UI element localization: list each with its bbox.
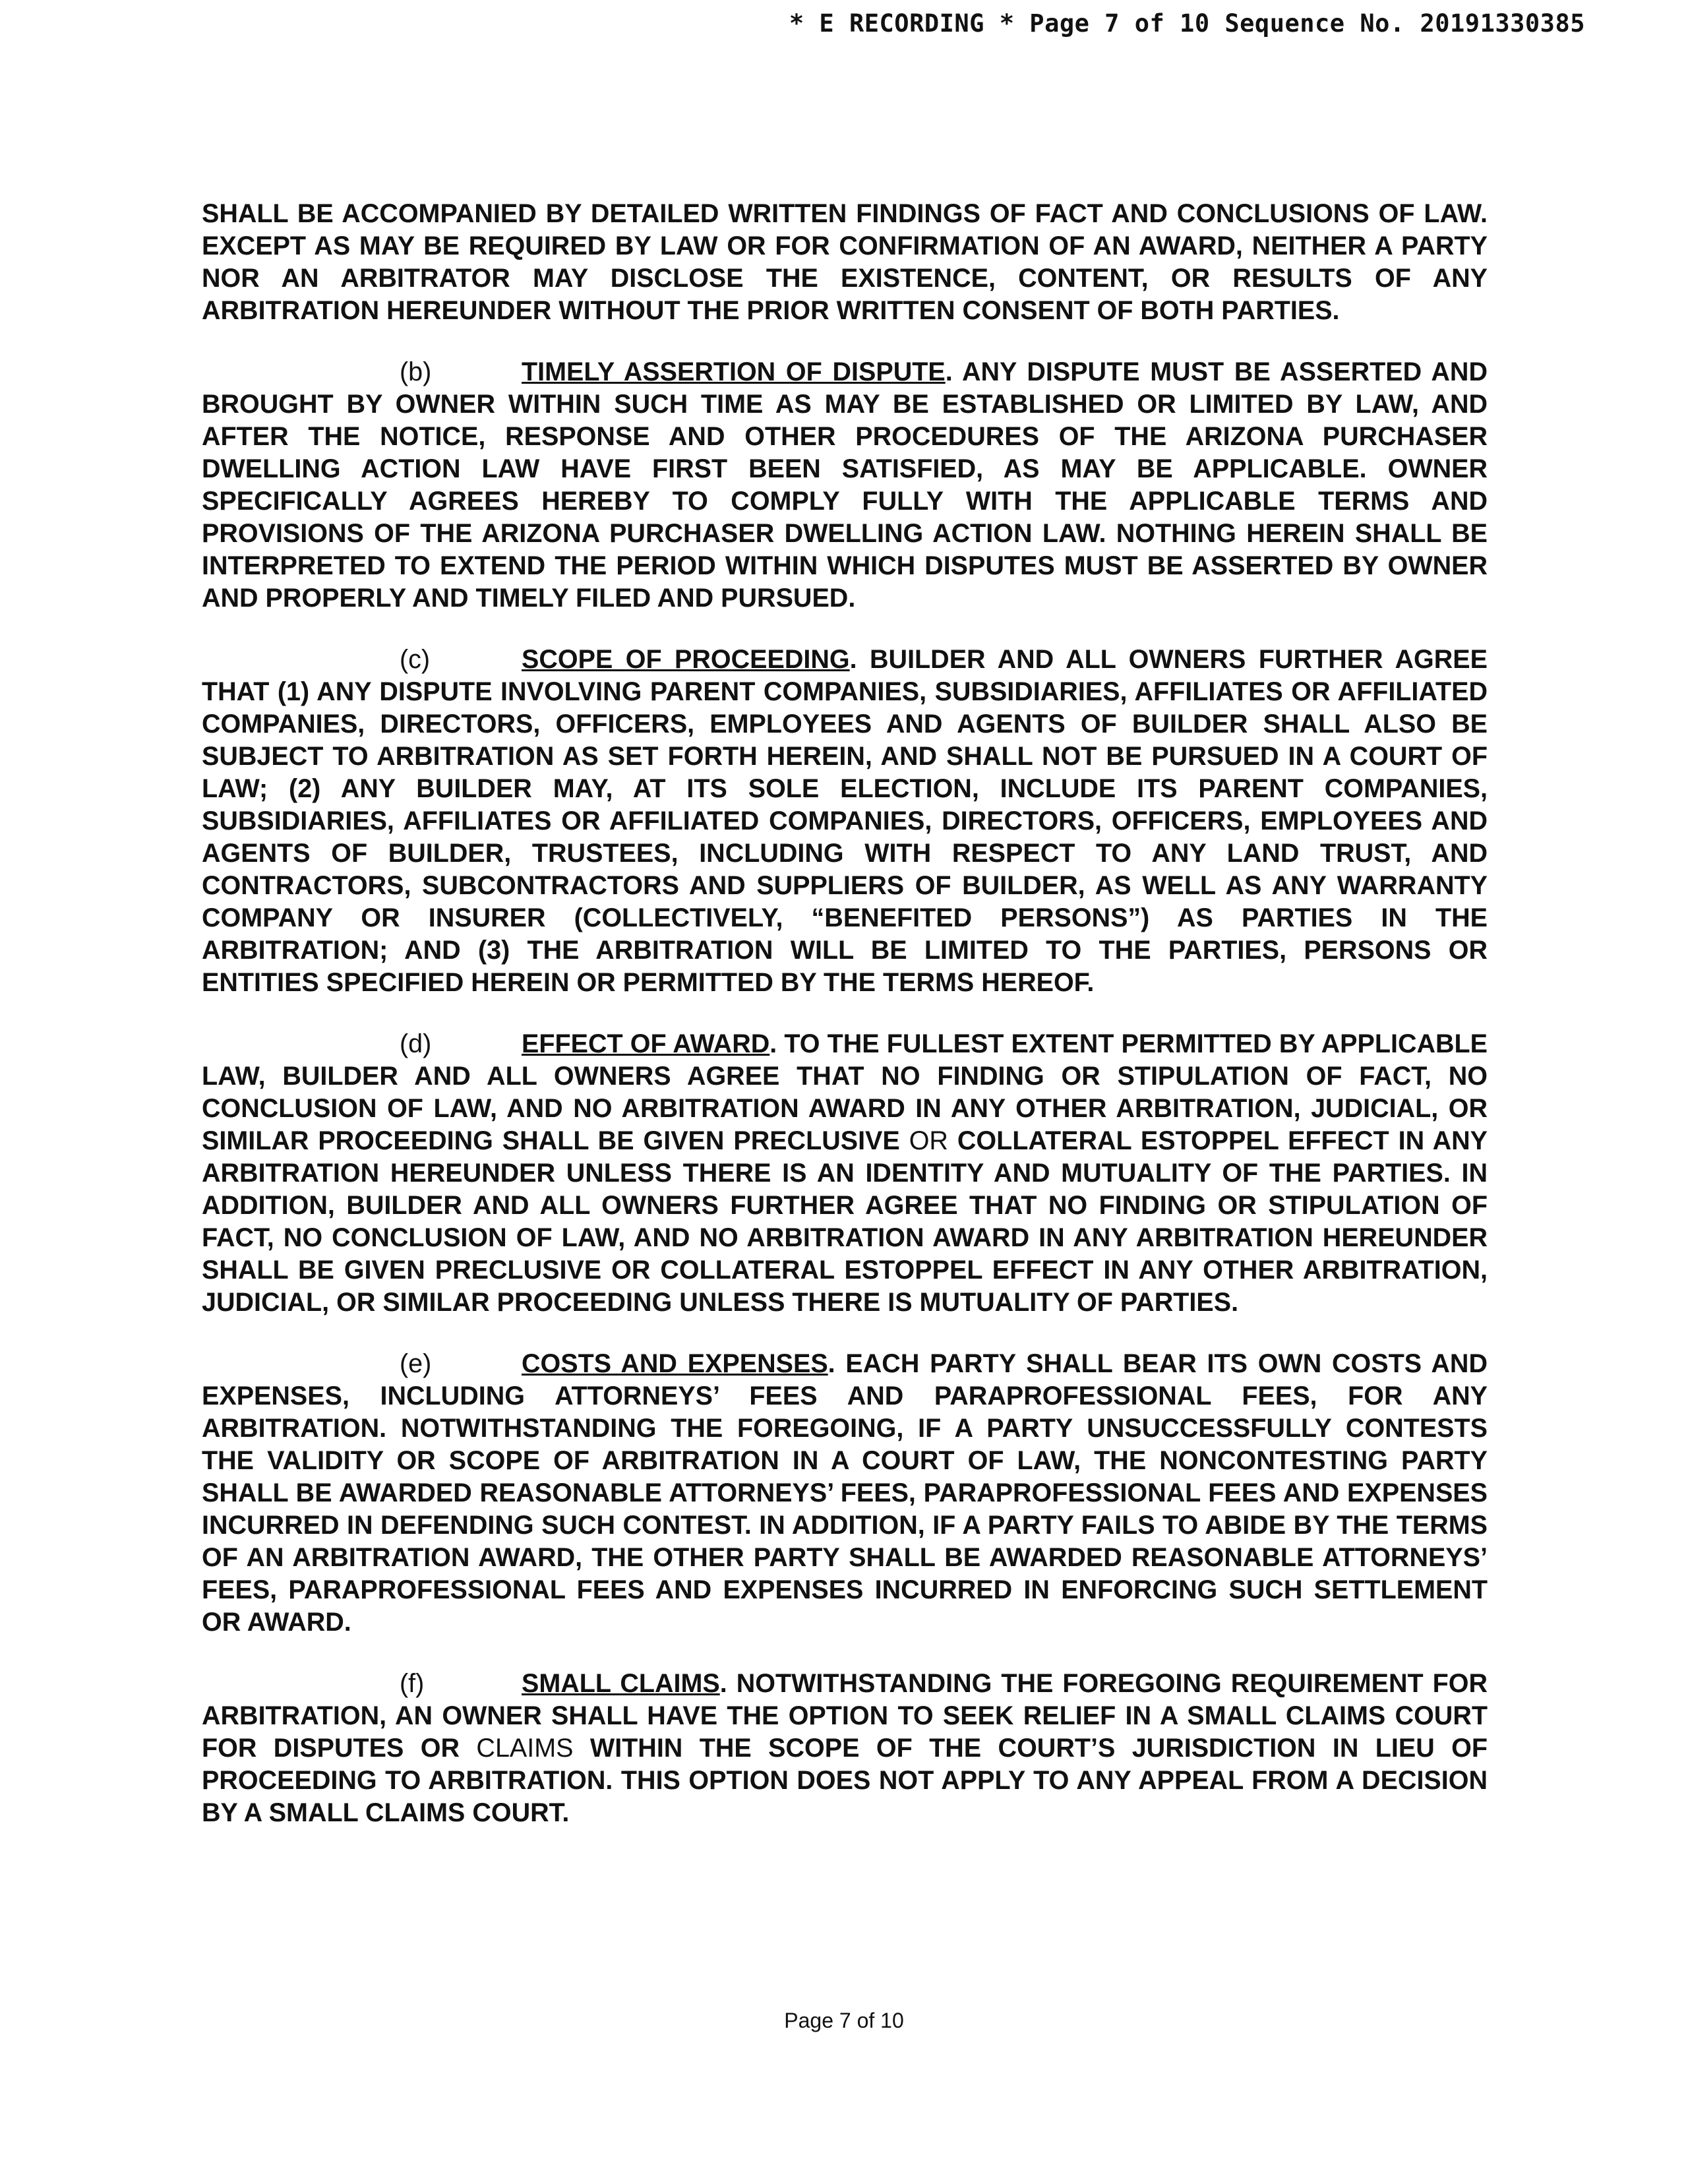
paragraph-f xyxy=(202,1668,1488,1829)
paragraph-d xyxy=(202,1028,1488,1319)
section-caption-f: SMALL CLAIMS xyxy=(522,1669,720,1698)
paragraph-b xyxy=(202,356,1488,615)
section-text-d-part1: . TO THE FULLEST EXTENT PERMITTED BY APPLICABLE LAW, BUILDER AND ALL OWNERS AGREE THAT NO FINDING OR STIPULATION OF FACT, NO CONCLUSION OF LAW, AND NO ARBITRATION AWARD IN ANY OTHER ARBITRATION, JUDICIAL, OR SIMILAR PROCEEDING SHALL BE GIVEN PRECLUSIVE xyxy=(202,1029,1488,1155)
section-caption-e: COSTS AND EXPENSES xyxy=(522,1349,828,1378)
section-label-f: (f) xyxy=(400,1669,425,1698)
section-caption-d: EFFECT OF AWARD xyxy=(522,1029,770,1058)
document-body xyxy=(202,198,1488,1858)
section-text-f-part2: WITHIN THE SCOPE OF THE COURT’S JURISDICTION IN LIEU OF PROCEEDING TO ARBITRATION. THIS OPTION DOES NOT APPLY TO ANY APPEAL FROM A DECISION BY A SMALL CLAIMS COURT. xyxy=(202,1734,1488,1827)
section-text-f-part1: . NOTWITHSTANDING THE FOREGOING REQUIREMENT FOR ARBITRATION, AN OWNER SHALL HAVE THE OPTION TO SEEK RELIEF IN A SMALL CLAIMS COURT FOR DISPUTES OR xyxy=(202,1669,1488,1763)
section-text-b: . ANY DISPUTE MUST BE ASSERTED AND BROUGHT BY OWNER WITHIN SUCH TIME AS MAY BE ESTABLISHED OR LIMITED BY LAW, AND AFTER THE NOTICE, RESPONSE AND OTHER PROCEDURES OF THE ARIZONA PURCHASER DWELLING ACTION LAW HAVE FIRST BEEN SATISFIED, AS MAY BE APPLICABLE. OWNER SPECIFICALLY AGREES HEREBY TO COMPLY FULLY WITH THE APPLICABLE TERMS AND PROVISIONS OF THE ARIZONA PURCHASER DWELLING ACTION LAW. NOTHING HEREIN SHALL BE INTERPRETED TO EXTEND THE PERIOD WITHIN WHICH DISPUTES MUST BE ASSERTED BY OWNER AND PROPERLY AND TIMELY FILED AND PURSUED. xyxy=(202,357,1488,613)
page-number-footer: Page 7 of 10 xyxy=(784,2009,904,2032)
section-caption-c: SCOPE OF PROCEEDING xyxy=(522,645,850,674)
section-text-c: . BUILDER AND ALL OWNERS FURTHER AGREE THAT (1) ANY DISPUTE INVOLVING PARENT COMPANIES, SUBSIDIARIES, AFFILIATES OR AFFILIATED COMPANIES, DIRECTORS, OFFICERS, EMPLOYEES AND AGENTS OF BUILDER SHALL ALSO BE SUBJECT TO ARBITRATION AS SET FORTH HEREIN, AND SHALL NOT BE PURSUED IN A COURT OF LAW; (2) ANY BUILDER MAY, AT ITS SOLE ELECTION, INCLUDE ITS PARENT COMPANIES, SUBSIDIARIES, AFFILIATES OR AFFILIATED COMPANIES, DIRECTORS, OFFICERS, EMPLOYEES AND AGENTS OF BUILDER, TRUSTEES, INCLUDING WITH RESPECT TO ANY LAND TRUST, AND CONTRACTORS, SUBCONTRACTORS AND SUPPLIERS OF BUILDER, AS WELL AS ANY WARRANTY COMPANY OR INSURER (COLLECTIVELY, “BENEFITED PERSONS”) AS PARTIES IN THE ARBITRATION; AND (3) THE ARBITRATION WILL BE LIMITED TO THE PARTIES, PERSONS OR ENTITIES SPECIFIED HEREIN OR PERMITTED BY THE TERMS HEREOF. xyxy=(202,645,1488,997)
section-caption-b: TIMELY ASSERTION OF DISPUTE xyxy=(522,357,946,386)
recording-header: * E RECORDING * Page 7 of 10 Sequence No. 20191330385 xyxy=(789,9,1585,38)
paragraph-c xyxy=(202,644,1488,999)
section-text-d-or: OR xyxy=(899,1126,957,1155)
paragraph-intro: SHALL BE ACCOMPANIED BY DETAILED WRITTEN FINDINGS OF FACT AND CONCLUSIONS OF LAW. EXCEPT AS MAY BE REQUIRED BY LAW OR FOR CONFIRMATION OF AN AWARD, NEITHER A PARTY NOR AN ARBITRATOR MAY DISCLOSE THE EXISTENCE, CONTENT, OR RESULTS OF ANY ARBITRATION HEREUNDER WITHOUT THE PRIOR WRITTEN CONSENT OF BOTH PARTIES. xyxy=(202,199,1488,325)
section-text-d-part2: COLLATERAL ESTOPPEL EFFECT IN ANY ARBITRATION HEREUNDER UNLESS THERE IS AN IDENTITY AND MUTUALITY OF THE PARTIES. IN ADDITION, BUILDER AND ALL OWNERS FURTHER AGREE THAT NO FINDING OR STIPULATION OF FACT, NO CONCLUSION OF LAW, AND NO ARBITRATION AWARD IN ANY ARBITRATION HEREUNDER SHALL BE GIVEN PRECLUSIVE OR COLLATERAL ESTOPPEL EFFECT IN ANY OTHER ARBITRATION, JUDICIAL, OR SIMILAR PROCEEDING UNLESS THERE IS MUTUALITY OF PARTIES. xyxy=(202,1126,1488,1317)
section-label-b: (b) xyxy=(400,357,432,386)
paragraph-e xyxy=(202,1348,1488,1639)
section-label-d: (d) xyxy=(400,1029,432,1058)
section-label-c: (c) xyxy=(400,645,431,674)
section-text-e: . EACH PARTY SHALL BEAR ITS OWN COSTS AND EXPENSES, INCLUDING ATTORNEYS’ FEES AND PARAPROFESSIONAL FEES, FOR ANY ARBITRATION. NOTWITHSTANDING THE FOREGOING, IF A PARTY UNSUCCESSFULLY CONTESTS THE VALIDITY OR SCOPE OF ARBITRATION IN A COURT OF LAW, THE NONCONTESTING PARTY SHALL BE AWARDED REASONABLE ATTORNEYS’ FEES, PARAPROFESSIONAL FEES AND EXPENSES INCURRED IN DEFENDING SUCH CONTEST. IN ADDITION, IF A PARTY FAILS TO ABIDE BY THE TERMS OF AN ARBITRATION AWARD, THE OTHER PARTY SHALL BE AWARDED REASONABLE ATTORNEYS’ FEES, PARAPROFESSIONAL FEES AND EXPENSES INCURRED IN ENFORCING SUCH SETTLEMENT OR AWARD. xyxy=(202,1349,1488,1637)
section-text-f-claims: CLAIMS xyxy=(476,1734,574,1763)
section-label-e: (e) xyxy=(400,1349,432,1378)
